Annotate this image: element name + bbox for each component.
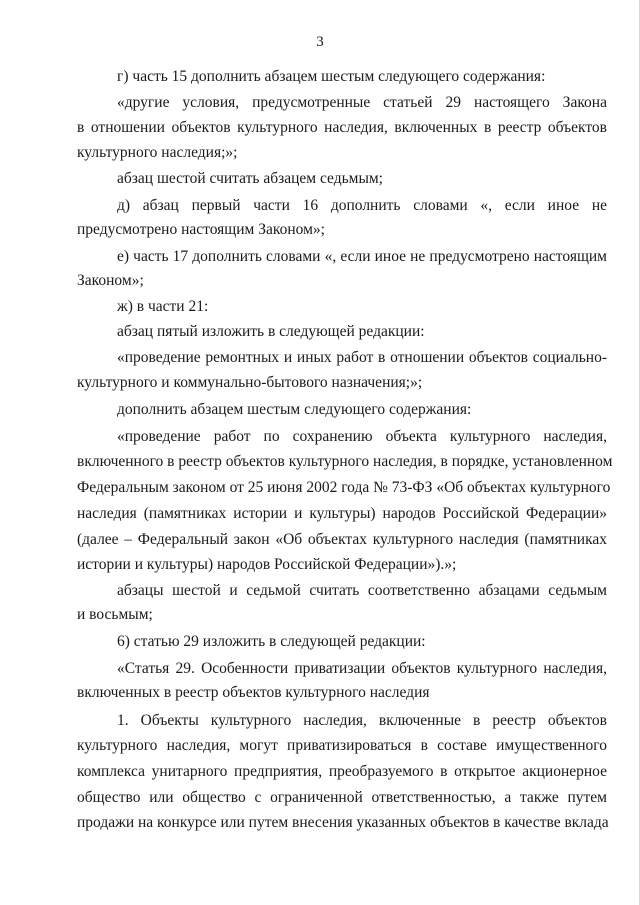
text-line: дополнить абзацем шестым следующего содержания: <box>117 401 472 418</box>
text-line: в отношении объектов культурного наследия, включенных в реестр объектов <box>77 119 607 136</box>
text-line: комплекса унитарного предприятия, преобразуемого в открытое акционерное <box>77 763 607 780</box>
text-line: «другие условия, предусмотренные статьей 29 настоящего Закона <box>117 94 607 111</box>
text-line: и восьмым; <box>77 606 153 623</box>
text-line: Федеральным законом от 25 июня 2002 года № 73-ФЗ «Об объектах культурного <box>77 479 611 496</box>
text-line: «проведение ремонтных и иных работ в отношении объектов социально- <box>117 349 607 366</box>
page-number: 3 <box>316 34 324 50</box>
text-line: абзацы шестой и седьмой считать соответственно абзацами седьмым <box>117 582 607 599</box>
text-line: истории и культуры) народов Российской Федерации»).»; <box>77 556 457 573</box>
text-line: включенных в реестр объектов культурного наследия <box>77 684 430 701</box>
text-line: г) часть 15 дополнить абзацем шестым следующего содержания: <box>117 68 546 85</box>
text-line: предусмотрено настоящим Законом»; <box>77 221 325 238</box>
text-line: «Статья 29. Особенности приватизации объектов культурного наследия, <box>117 660 607 677</box>
text-line: е) часть 17 дополнить словами «, если иное не предусмотрено настоящим <box>117 248 607 265</box>
text-line: абзац пятый изложить в следующей редакции: <box>117 323 425 340</box>
text-line: культурного наследия, могут приватизироваться в составе имущественного <box>77 737 607 754</box>
text-line: ж) в части 21: <box>117 298 209 315</box>
text-line: абзац шестой считать абзацем седьмым; <box>117 170 383 187</box>
text-line: наследия (памятниках истории и культуры) народов Российской Федерации» <box>77 505 607 522</box>
text-line: (далее – Федеральный закон «Об объектах культурного наследия (памятниках <box>77 531 607 548</box>
text-line: «проведение работ по сохранению объекта культурного наследия, <box>117 428 607 445</box>
text-line: 1. Объекты культурного наследия, включенные в реестр объектов <box>117 712 607 729</box>
text-line: д) абзац первый части 16 дополнить словами «, если иное не <box>117 197 607 214</box>
text-line: культурного и коммунально-бытового назначения;»; <box>77 374 423 391</box>
text-line: культурного наследия;»; <box>77 144 238 161</box>
text-line: Законом»; <box>77 272 144 289</box>
text-line: включенного в реестр объектов культурного наследия, в порядке, установленном <box>77 453 613 470</box>
text-line: 6) статью 29 изложить в следующей редакции: <box>117 633 426 650</box>
text-line: общество или общество с ограниченной ответственностью, а также путем <box>77 789 607 806</box>
text-line: продажи на конкурсе или путем внесения указанных объектов в качестве вклада <box>77 814 609 831</box>
